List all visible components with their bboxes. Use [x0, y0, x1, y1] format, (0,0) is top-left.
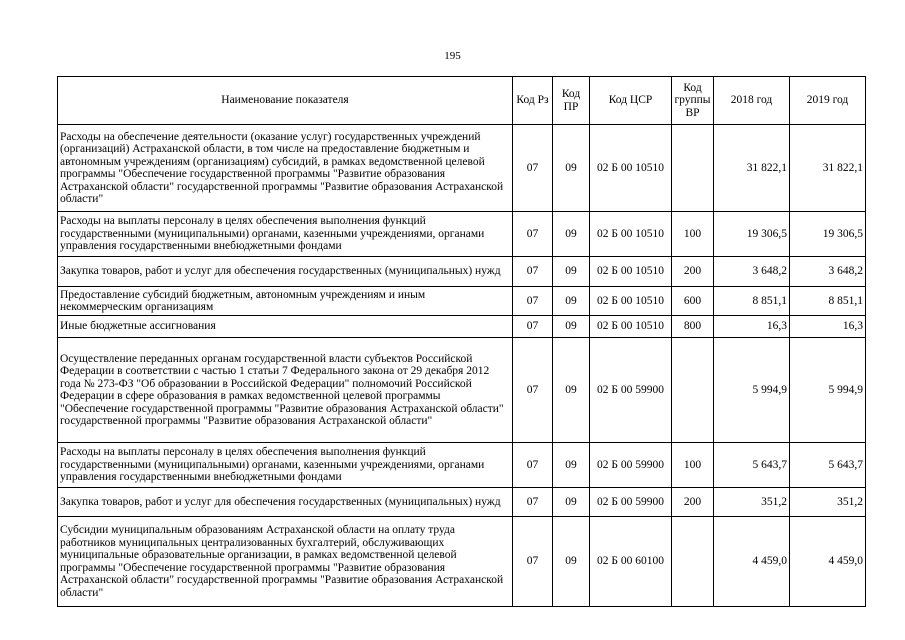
row-2019: 351,2: [790, 488, 866, 517]
row-2019: 8 851,1: [790, 287, 866, 316]
table-row: [58, 316, 866, 338]
row-pr: 09: [553, 443, 590, 488]
row-csr: 02 Б 00 10510: [590, 287, 672, 316]
row-pr: 09: [553, 257, 590, 287]
row-csr: 02 Б 00 10510: [590, 316, 672, 338]
row-2018: 16,3: [714, 316, 790, 338]
row-csr: 02 Б 00 10510: [590, 212, 672, 257]
row-2019: 4 459,0: [790, 517, 866, 607]
row-csr: 02 Б 00 10510: [590, 125, 672, 212]
row-rz: 07: [513, 443, 553, 488]
row-vr: 600: [672, 287, 714, 316]
header-vr: Код группы ВР: [672, 77, 714, 125]
row-2018: 5 643,7: [714, 443, 790, 488]
header-2018: 2018 год: [714, 77, 790, 125]
row-vr: 100: [672, 443, 714, 488]
row-2019: 31 822,1: [790, 125, 866, 212]
row-name: Расходы на обеспечение деятельности (оказание услуг) государственных учреждений (организаций) Астраханской области, в том числе на предоставление бюджетным и автономным учреждениям (организациям) субсидий, в рамках ведомственной целевой программы "Обеспечение государственной программы "Развитие образования Астраханской области" государственной программы "Развитие образования Астраханской области": [58, 125, 513, 212]
page-number: 195: [444, 50, 461, 62]
row-2019: 5 643,7: [790, 443, 866, 488]
row-2018: 5 994,9: [714, 338, 790, 443]
budget-table: [57, 76, 866, 607]
header-name: Наименование показателя: [58, 77, 513, 125]
row-vr: 200: [672, 488, 714, 517]
row-rz: 07: [513, 338, 553, 443]
row-2018: 19 306,5: [714, 212, 790, 257]
row-pr: 09: [553, 287, 590, 316]
row-rz: 07: [513, 488, 553, 517]
row-2018: 4 459,0: [714, 517, 790, 607]
row-name: Расходы на выплаты персоналу в целях обеспечения выполнения функций государственными (муниципальными) органами, казенными учреждениями, органами управления государственными внебюджетными фондами: [58, 443, 513, 488]
row-name: Предоставление субсидий бюджетным, автономным учреждениям и иным некоммерческим организациям: [58, 287, 513, 316]
row-rz: 07: [513, 517, 553, 607]
row-2019: 5 994,9: [790, 338, 866, 443]
row-2019: 16,3: [790, 316, 866, 338]
row-name: Осуществление переданных органам государственной власти субъектов Российской Федерации в соответствии с частью 1 статьи 7 Федерального закона от 29 декабря 2012 года № 273-ФЗ "Об образовании в Российской Федерации" полномочий Российской Федерации в сфере образования в рамках ведомственной целевой программы "Обеспечение государственной программы "Развитие образования Астраханской области" государственной программы "Развитие образования Астраханской области": [58, 338, 513, 443]
table-row: [58, 287, 866, 316]
row-csr: 02 Б 00 59900: [590, 488, 672, 517]
row-vr: [672, 517, 714, 607]
table-row: [58, 125, 866, 212]
table-row: [58, 443, 866, 488]
row-csr: 02 Б 00 10510: [590, 257, 672, 287]
row-rz: 07: [513, 212, 553, 257]
row-2019: 19 306,5: [790, 212, 866, 257]
row-2018: 3 648,2: [714, 257, 790, 287]
row-pr: 09: [553, 517, 590, 607]
row-rz: 07: [513, 257, 553, 287]
header-rz: Код Рз: [513, 77, 553, 125]
row-pr: 09: [553, 488, 590, 517]
row-2018: 8 851,1: [714, 287, 790, 316]
row-vr: 100: [672, 212, 714, 257]
row-name: Закупка товаров, работ и услуг для обеспечения государственных (муниципальных) нужд: [58, 488, 513, 517]
row-rz: 07: [513, 287, 553, 316]
row-pr: 09: [553, 316, 590, 338]
row-2018: 351,2: [714, 488, 790, 517]
row-name: Субсидии муниципальным образованиям Астраханской области на оплату труда работников муниципальных централизованных бухгалтерий, обслуживающих муниципальные образовательные организации, в рамках ведомственной целевой программы "Обеспечение государственной программы "Развитие образования Астраханской области" государственной программы "Развитие образования Астраханской области": [58, 517, 513, 607]
row-2019: 3 648,2: [790, 257, 866, 287]
row-rz: 07: [513, 316, 553, 338]
row-vr: 200: [672, 257, 714, 287]
table-row: [58, 257, 866, 287]
row-csr: 02 Б 00 59900: [590, 338, 672, 443]
header-pr: Код ПР: [553, 77, 590, 125]
row-pr: 09: [553, 125, 590, 212]
header-csr: Код ЦСР: [590, 77, 672, 125]
row-rz: 07: [513, 125, 553, 212]
row-pr: 09: [553, 212, 590, 257]
row-csr: 02 Б 00 60100: [590, 517, 672, 607]
row-csr: 02 Б 00 59900: [590, 443, 672, 488]
table-header-row: [58, 77, 866, 125]
row-pr: 09: [553, 338, 590, 443]
row-vr: [672, 338, 714, 443]
row-name: Иные бюджетные ассигнования: [58, 316, 513, 338]
row-vr: 800: [672, 316, 714, 338]
table-row: [58, 517, 866, 607]
row-vr: [672, 125, 714, 212]
table-row: [58, 338, 866, 443]
table-row: [58, 488, 866, 517]
header-2019: 2019 год: [790, 77, 866, 125]
row-name: Расходы на выплаты персоналу в целях обеспечения выполнения функций государственными (муниципальными) органами, казенными учреждениями, органами управления государственными внебюджетными фондами: [58, 212, 513, 257]
row-name: Закупка товаров, работ и услуг для обеспечения государственных (муниципальных) нужд: [58, 257, 513, 287]
row-2018: 31 822,1: [714, 125, 790, 212]
table-row: [58, 212, 866, 257]
